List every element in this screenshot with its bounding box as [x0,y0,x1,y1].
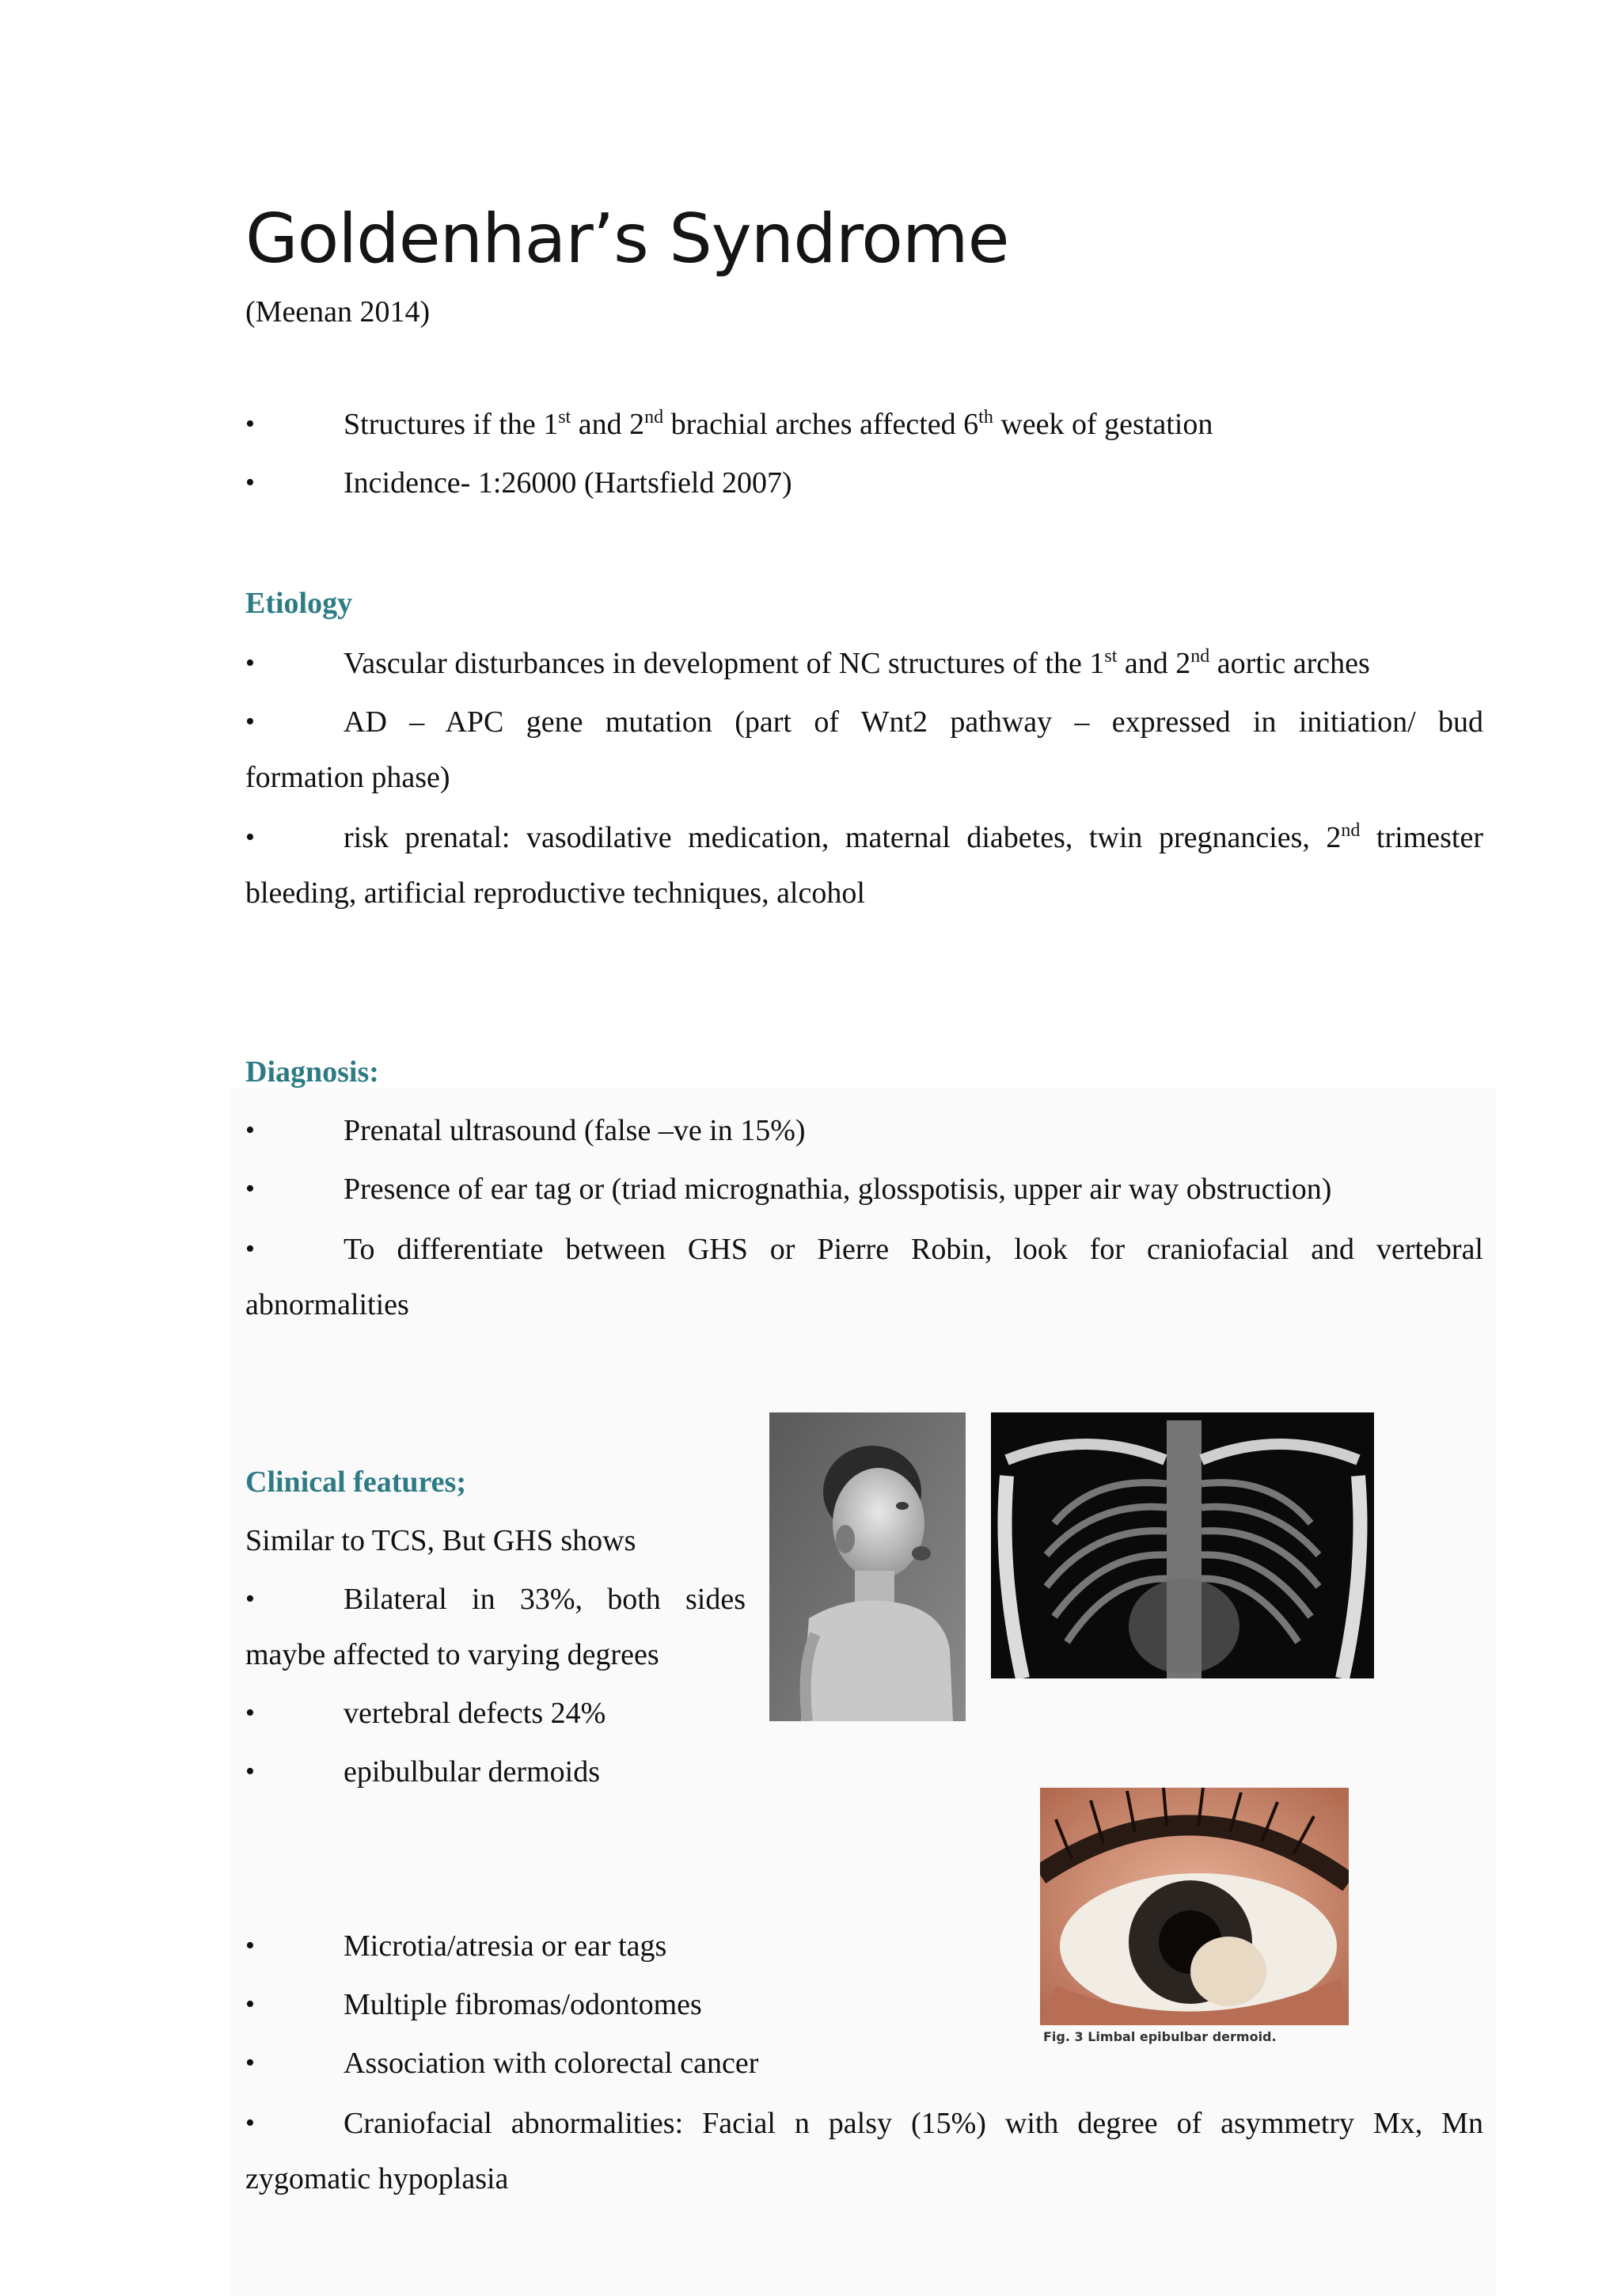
chest-xray-image [991,1412,1374,1678]
bullet-icon: • [245,409,255,439]
bullet-icon: • [245,2108,255,2138]
clinical-item-craniofacial-line2: zygomatic hypoplasia [245,2162,509,2195]
etiology-item-risk-line1: risk prenatal: vasodilative medication, maternal diabetes, twin pregnancies, 2nd trimester [344,820,1483,854]
clinical-intro: Similar to TCS, But GHS shows [245,1524,636,1557]
diagnosis-item-differentiate-line1: To differentiate between GHS or Pierre Robin, look for craniofacial and vertebral [344,1233,1483,1266]
bullet-icon: • [245,1116,255,1145]
intro-item-structures: Structures if the 1st and 2nd brachial arches affected 6th week of gestation [344,407,1213,441]
bullet-icon: • [245,1990,255,2019]
clinical-item-bilateral-line2: maybe affected to varying degrees [245,1638,659,1671]
etiology-heading: Etiology [245,587,353,620]
bullet-icon: • [245,707,255,736]
figure-caption: Fig. 3 Limbal epibulbar dermoid. [1043,2029,1277,2044]
eye-dermoid-photo [1040,1788,1349,2025]
bullet-icon: • [245,823,255,852]
etiology-item-ad-line2: formation phase) [245,761,450,794]
clinical-heading: Clinical features; [245,1465,466,1499]
bullet-icon: • [245,2048,255,2077]
bullet-icon: • [245,1931,255,1960]
clinical-item-colorectal: Association with colorectal cancer [344,2047,759,2080]
etiology-item-risk-line2: bleeding, artificial reproductive techniques, alcohol [245,876,865,910]
bullet-icon: • [245,1757,255,1786]
page-title: Goldenhar’s Syndrome [245,200,1009,279]
clinical-item-craniofacial-line1: Craniofacial abnormalities: Facial n palsy (15%) with degree of asymmetry Mx, Mn [344,2107,1483,2140]
citation: (Meenan 2014) [245,295,431,329]
clinical-item-microtia: Microtia/atresia or ear tags [344,1929,667,1963]
diagnosis-item-ultrasound: Prenatal ultrasound (false –ve in 15%) [344,1114,806,1147]
diagnosis-item-ear-tag: Presence of ear tag or (triad micrognathia, glosspotisis, upper air way obstruction) [344,1173,1332,1206]
clinical-item-vertebral: vertebral defects 24% [344,1697,606,1730]
child-profile-photo [769,1412,966,1721]
clinical-item-epibulbular: epibulbular dermoids [344,1755,600,1789]
clinical-item-bilateral-line1: Bilateral in 33%, both sides [344,1583,746,1616]
bullet-icon: • [245,1584,255,1614]
diagnosis-heading: Diagnosis: [245,1055,379,1089]
etiology-item-vascular: Vascular disturbances in development of NC structures of the 1st and 2nd aortic arches [344,646,1370,680]
bullet-icon: • [245,648,255,678]
clinical-item-fibromas: Multiple fibromas/odontomes [344,1988,702,2021]
intro-item-incidence: Incidence- 1:26000 (Hartsfield 2007) [344,466,792,500]
bullet-icon: • [245,1174,255,1203]
bullet-icon: • [245,1698,255,1728]
diagnosis-item-differentiate-line2: abnormalities [245,1288,409,1321]
etiology-item-ad-line1: AD – APC gene mutation (part of Wnt2 pathway – expressed in initiation/ bud [344,705,1483,739]
bullet-icon: • [245,1234,255,1264]
bullet-icon: • [245,468,255,497]
